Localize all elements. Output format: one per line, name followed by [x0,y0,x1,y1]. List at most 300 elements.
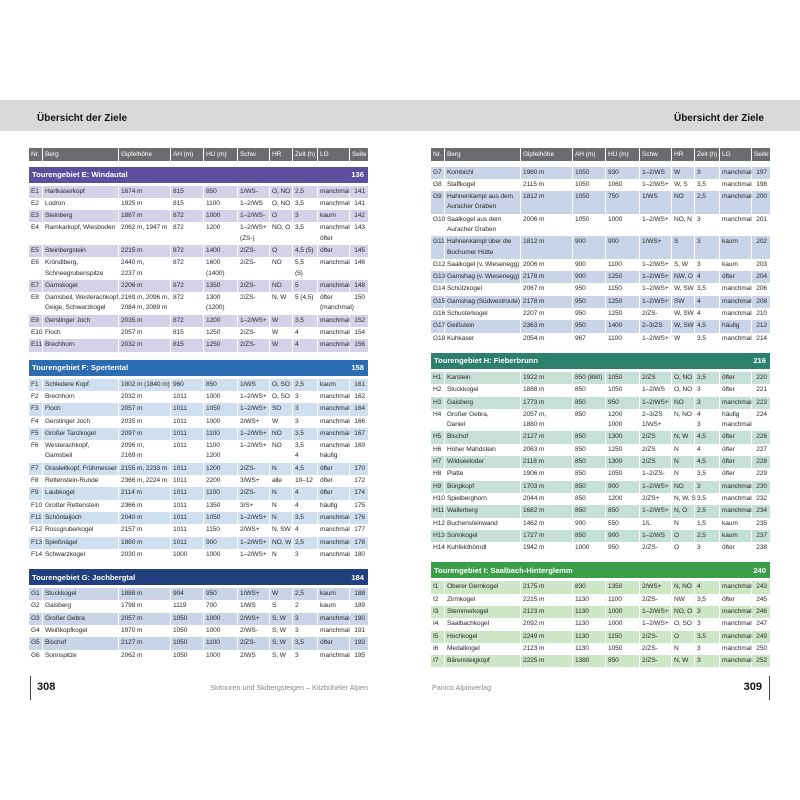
cell-schw: 2/ZS- [238,292,270,315]
cell-schw: 1–2/WS [640,530,672,542]
cell-nr: G12 [431,259,445,271]
cell-seite: 198 [756,180,767,188]
cell-seite: 161 [354,380,365,388]
cell-zeit: 4 [293,327,318,339]
cell-schw: 2/ZS- [640,643,672,655]
cell-zeit: 3,5 [695,468,720,480]
cell-schw: 2/WS+ [238,416,270,428]
table-row [29,403,368,415]
cell-zeit: 3 [695,384,720,396]
cell-berg: Floch [43,403,119,415]
cell-nr: E9 [29,315,43,327]
cell-nr: I5 [431,631,445,643]
cell-ah: 950 [573,296,606,308]
cell-berg: Platte [445,468,521,480]
cell-nr: F4 [29,416,43,428]
cell-zeit: 3 [695,236,720,259]
cell-lg: manchmal [318,549,350,561]
cell-seite: 178 [354,538,365,546]
cell-zeit: 3,5 [293,315,318,327]
cell-lg: manchmal [720,618,752,630]
cell-gipfelhoehe: 1906 m [521,468,573,480]
cell-berg: Lodron [43,198,119,210]
cell-hr: S, W [270,650,293,662]
cell-berg: Steinberg [43,210,119,222]
cell-hr: N, W [270,292,293,315]
cell-nr: F14 [29,549,43,561]
column-header-hr: HR [270,148,293,161]
footer-book-title: Skitouren und Skibergsteigen – Kitzbüheler Alpen [210,683,368,692]
cell-seite: 229 [756,470,767,478]
cell-hu: 1000 [204,650,238,662]
cell-ah: 904 [171,588,204,600]
cell-gipfelhoehe: 1880 m [119,537,171,549]
cell-zeit: 4 [293,524,318,536]
cell-hu: 1100 [204,487,238,499]
cell-hu: 1050 [204,512,238,524]
cell-zeit: 1,5 [695,518,720,530]
cell-berg: Schwarzkogel [43,549,119,561]
table-row [431,167,770,179]
cell-ah: 1011 [171,537,204,549]
cell-hr: N, W [672,431,695,443]
cell-zeit: 4 [293,339,318,351]
cell-lg: manchmal [318,625,350,637]
cell-nr: G17 [431,320,445,332]
cell-ah: 1130 [573,618,606,630]
section-title: Tourengebiet H: Fieberbrunn [434,356,539,366]
cell-hr: NO, O [672,606,695,618]
cell-zeit: 2,5 [293,537,318,549]
cell-hu: 1000 [606,214,640,237]
cell-gipfelhoehe: 2006 m [521,214,573,237]
cell-hu: 1350 [204,280,238,292]
cell-gipfelhoehe: 1888 m [119,588,171,600]
cell-lg: öfter [720,372,752,384]
cell-schw: 1–2/WS [640,384,672,396]
cell-hr: N [672,518,695,530]
cell-gipfelhoehe: 1970 m [119,625,171,637]
cell-seite: 142 [354,212,365,220]
cell-gipfelhoehe: 1942 m [521,542,573,554]
cell-nr: G5 [29,637,43,649]
cell-berg: Steinbergstein [43,245,119,257]
cell-gipfelhoehe: 1674 m [119,186,171,198]
cell-gipfelhoehe: 2118 m [521,456,573,468]
cell-lg: manchmal öfter [318,222,350,245]
cell-gipfelhoehe: 2062 m, 1947 m [119,222,171,245]
cell-nr: G2 [29,600,43,612]
cell-gipfelhoehe: 2157 m [119,524,171,536]
cell-nr: E1 [29,186,43,198]
cell-hr: alle [270,475,293,487]
table-row [29,391,368,403]
cell-gipfelhoehe: 2155 m, 2233 m [119,463,171,475]
tour-area-section [29,569,368,662]
cell-hu: 1150 [204,524,238,536]
cell-seite: 243 [756,583,767,591]
cell-schw: 2/ZS [640,456,672,468]
cell-hu: 550 [606,518,640,530]
cell-nr: H11 [431,505,445,517]
cell-berg: Saalkogel aus dem Auracher Graben [445,214,521,237]
section-title: Tourengebiet E: Windautal [32,170,128,179]
cell-gipfelhoehe: 1922 m [521,372,573,384]
cell-gipfelhoehe: 2115 m [521,179,573,191]
cell-nr: H5 [431,431,445,443]
cell-lg: manchmal [720,581,752,593]
cell-zeit: 4 [695,308,720,320]
cell-hr: S [672,236,695,259]
cell-zeit: 3 [695,542,720,554]
page-number-left: 308 [37,681,56,693]
cell-hr: O, NO [270,186,293,198]
table-row [29,440,368,463]
cell-lg: manchmal [318,186,350,198]
cell-gipfelhoehe: 2057 m [119,403,171,415]
table-row [29,280,368,292]
cell-gipfelhoehe: 2249 m [521,631,573,643]
cell-lg: öfter [720,468,752,480]
tour-area-section [431,562,770,667]
cell-ah: 850 [573,384,606,396]
cell-hr: NO, W [270,537,293,549]
cell-gipfelhoehe: 1703 m [521,481,573,493]
cell-hu: 1300 (1200) [204,292,238,315]
cell-lg: manchmal [318,512,350,524]
cell-ah: 850 (880) [573,372,606,384]
cell-ah: 850 [573,409,606,432]
cell-nr: G13 [431,271,445,283]
cell-schw: 2/ZS- [238,339,270,351]
cell-gipfelhoehe: 1888 m [521,384,573,396]
cell-schw: 2/ZS [640,444,672,456]
cell-berg: Saalbachkogel [445,618,521,630]
cell-gipfelhoehe: 1812 m [521,191,573,214]
cell-nr: F8 [29,475,43,487]
cell-berg: Stuckkogel [43,588,119,600]
cell-hr: W [270,416,293,428]
cell-hu: 1200 [606,493,640,505]
cell-schw: 1–2/WS+ [640,397,672,409]
cell-ah: 850 [573,444,606,456]
cell-gipfelhoehe: 2114 m [119,487,171,499]
cell-hr: N [270,500,293,512]
cell-hr: N [270,549,293,561]
cell-hu: 850 [606,655,640,667]
cell-hu: 1000 [204,391,238,403]
cell-berg: Großer Rettenstein [43,500,119,512]
table-row [29,339,368,351]
cell-lg: öfter [720,431,752,443]
cell-nr: H6 [431,444,445,456]
cell-nr: H3 [431,397,445,409]
cell-lg: öfter [720,594,752,606]
cell-schw: 1/WS+ [238,588,270,600]
cell-hr: O [270,245,293,257]
cell-ah: 1050 [171,637,204,649]
cell-lg: manchmal [318,428,350,440]
cell-hu: 950 [204,588,238,600]
cell-berg: Weißkopfkogel [43,625,119,637]
cell-ah: 960 [171,379,204,391]
cell-berg: Rettenstein-Runde [43,475,119,487]
cell-lg: manchmal [318,613,350,625]
cell-ah: 1119 [171,600,204,612]
table-row [29,245,368,257]
cell-schw: 2/ZS- [238,280,270,292]
cell-hr: NO [270,280,293,292]
cell-nr: G4 [29,625,43,637]
cell-ah: 1000 [171,549,204,561]
cell-schw: 1–2/WS [640,167,672,179]
cell-hr: N [672,456,695,468]
cell-nr: G9 [431,191,445,214]
cell-hr: O, NO [672,384,695,396]
cell-hu: 1250 [204,327,238,339]
cell-gipfelhoehe: 2206 m [119,280,171,292]
cell-nr: F10 [29,500,43,512]
table-row [431,372,770,384]
cell-schw: 1–2/WS+ [640,505,672,517]
cell-ah: 872 [171,245,204,257]
cell-zeit: 3,5 [293,512,318,524]
cell-lg: manchmal [318,257,350,280]
cell-hu: 1050 [606,468,640,480]
cell-hu: 850 [606,505,640,517]
table-row [29,222,368,245]
cell-hu: 1250 [606,308,640,320]
table-row [29,500,368,512]
cell-zeit: 4 [293,500,318,512]
cell-schw: 2/WS- [238,625,270,637]
cell-seite: 174 [354,489,365,497]
cell-seite: 212 [756,322,767,330]
cell-berg: Großer Gebra [43,613,119,625]
table-row [431,296,770,308]
column-header-zeit: Zeit (h) [695,148,720,161]
cell-berg: Brechhorn [43,391,119,403]
cell-nr: E7 [29,280,43,292]
cell-nr: I3 [431,606,445,618]
footer-rule-right [769,676,770,700]
cell-zeit: 4,5 [695,456,720,468]
cell-lg: häufig [720,320,752,332]
cell-gipfelhoehe: 2363 m [521,320,573,332]
footer-publisher: Panico Alpinverlag [432,683,492,692]
cell-schw: 2/ZS [640,372,672,384]
cell-seite: 148 [354,281,365,289]
cell-ah: 950 [573,320,606,332]
cell-seite: 235 [756,519,767,527]
table-row [29,637,368,649]
cell-seite: 176 [354,513,365,521]
cell-berg: Kröndlberg, Schneegrubenspitze [43,257,119,280]
cell-lg: kaum [720,259,752,271]
table-row [431,236,770,259]
cell-gipfelhoehe: 2006 m [521,259,573,271]
cell-gipfelhoehe: 2032 m [119,339,171,351]
cell-hr: O, SO [270,391,293,403]
section-start-page: 158 [351,363,364,373]
cell-ah: 1000 [573,542,606,554]
cell-zeit: 4 [695,581,720,593]
cell-lg: manchmal [318,650,350,662]
cell-nr: H4 [431,409,445,432]
cell-gipfelhoehe: 2225 m [521,655,573,667]
cell-schw: 1–2/WS+ [640,214,672,237]
table-row [431,542,770,554]
cell-nr: E11 [29,339,43,351]
cell-zeit: 3 [293,625,318,637]
cell-zeit: 4,5 [293,463,318,475]
cell-schw: 2/ZS- [640,542,672,554]
section-header [29,360,368,376]
cell-hr: NO [672,481,695,493]
cell-gipfelhoehe: 2092 m [521,618,573,630]
cell-berg: Gerstinger Joch [43,416,119,428]
cell-hu: 1000 [204,625,238,637]
cell-ah: 1050 [573,179,606,191]
cell-hu: 1400 [606,320,640,332]
cell-nr: G16 [431,308,445,320]
cell-lg: häufig manchmal [720,409,752,432]
cell-schw: 1–2/WS+ [238,428,270,440]
cell-gipfelhoehe: 1887 m [119,210,171,222]
cell-lg: kaum [318,379,350,391]
cell-gipfelhoehe: 2063 m [521,444,573,456]
cell-nr: F3 [29,403,43,415]
cell-gipfelhoehe: 2096 m, 2169 m [119,440,171,463]
cell-gipfelhoehe: 2169 m, 2096 m, 2084 m, 2089 m [119,292,171,315]
cell-gipfelhoehe: 1802 m (1840 m) [119,379,171,391]
cell-hr: N [672,444,695,456]
cell-schw: 1–2/WS+ [640,481,672,493]
cell-hu: 900 [606,481,640,493]
cell-ah: 872 [171,280,204,292]
cell-seite: 164 [354,405,365,413]
cell-schw: 2/ZS- [640,308,672,320]
cell-ah: 1050 [573,167,606,179]
section-start-page: 240 [753,565,766,575]
cell-berg: Ramkarkopf, Wiesboden [43,222,119,245]
table-row [431,214,770,237]
cell-lg: manchmal [318,327,350,339]
cell-gipfelhoehe: 2057 m [119,613,171,625]
cell-nr: E4 [29,222,43,245]
cell-lg: manchmal [318,524,350,536]
cell-schw: 1–2/WS+ [640,618,672,630]
cell-hu: 1000 [204,210,238,222]
section-header [431,562,770,578]
cell-lg: häufig [318,500,350,512]
cell-zeit: 4 [695,296,720,308]
cell-berg: Gamskogel [43,280,119,292]
cell-seite: 193 [354,639,365,647]
cell-nr: G8 [431,179,445,191]
cell-ah: 872 [171,257,204,280]
tour-area-section [29,360,368,561]
cell-berg: Buchensteinwand [445,518,521,530]
table-row [29,257,368,280]
cell-berg: Gaisberg [43,600,119,612]
cell-berg: Schöntaljoch [43,512,119,524]
cell-ah: 1050 [573,214,606,237]
cell-berg: Bärensteigkopf [445,655,521,667]
cell-schw: 2/ZS- [238,257,270,280]
column-header-lg: LG [318,148,350,161]
cell-berg: Gamshag (Südwestroute) [445,296,521,308]
cell-ah: 815 [171,327,204,339]
cell-berg: Schledere Kopf [43,379,119,391]
cell-hr: W, SW [672,308,695,320]
cell-seite: 224 [756,410,767,418]
column-header-nr: Nr. [431,148,445,161]
cell-seite: 204 [756,273,767,281]
cell-hu: 1100 1200 [204,440,238,463]
cell-hr: O [672,631,695,643]
table-row [431,444,770,456]
cell-hr: W, SW [672,283,695,295]
cell-hr: W [270,315,293,327]
table-row [29,524,368,536]
cell-ah: 900 [573,271,606,283]
cell-berg: Wallerberg [445,505,521,517]
cell-zeit: 3 [695,214,720,237]
cell-zeit: 2 [293,600,318,612]
cell-seite: 201 [756,215,767,223]
cell-zeit: 3,5 [293,198,318,210]
cell-lg: kaum [318,588,350,600]
cell-berg: Hoher Mahdstein [445,444,521,456]
cell-nr: E5 [29,245,43,257]
cell-hu: 1250 [606,296,640,308]
cell-ah: 1011 [171,428,204,440]
cell-hr: NW, O [672,271,695,283]
cell-seite: 143 [354,224,365,232]
table-row [431,320,770,332]
cell-schw: 3/S+ [238,500,270,512]
cell-zeit: 5 [293,280,318,292]
cell-gipfelhoehe: 2057 m, 1880 m [521,409,573,432]
cell-berg: Geißstein [445,320,521,332]
cell-schw: 2/ZS+ [640,493,672,505]
cell-gipfelhoehe: 1925 m [119,198,171,210]
cell-schw: 1/WS [238,379,270,391]
table-row [431,530,770,542]
cell-ah: 1011 [171,500,204,512]
cell-gipfelhoehe: 2097 m [119,428,171,440]
cell-nr: H7 [431,456,445,468]
cell-nr: H8 [431,468,445,480]
cell-hu: 900 [606,530,640,542]
cell-berg: Großer Tanzkogel [43,428,119,440]
cell-schw: 1–2/WS+ [640,296,672,308]
section-header [29,569,368,585]
cell-lg: manchmal [318,339,350,351]
table-row [431,518,770,530]
table-row [431,468,770,480]
cell-ah: 1011 [171,512,204,524]
cell-zeit: 3 [293,416,318,428]
cell-hu: 1300 [606,431,640,443]
cell-nr: I1 [431,581,445,593]
cell-hu: 1600 (1400) [204,257,238,280]
cell-gipfelhoehe: 1682 m [521,505,573,517]
column-header-gipfelhoehe: Gipfelhöhe [119,148,171,161]
cell-schw: 1–2/WS+ [640,606,672,618]
cell-hr: N, O [672,505,695,517]
